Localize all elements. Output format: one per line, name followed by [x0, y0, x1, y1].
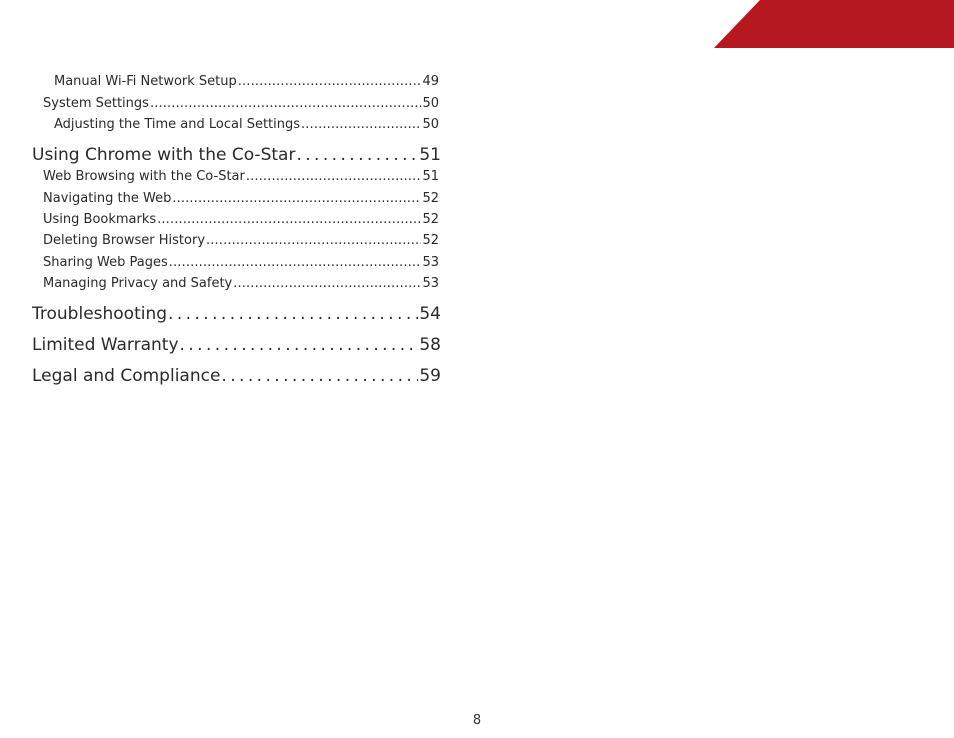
toc-chapter-label: Legal and Compliance [32, 366, 221, 386]
toc-entry-page: 52 [422, 212, 439, 227]
toc-chapter-entry[interactable] [32, 144, 441, 166]
toc-chapter-page: 51 [419, 145, 441, 165]
toc-entry-label: System Settings [43, 96, 149, 111]
toc-entry-label: Manual Wi-Fi Network Setup [54, 74, 237, 89]
toc-entry[interactable] [43, 191, 439, 207]
toc-entry-page: 50 [422, 96, 439, 111]
toc-entry-page: 52 [422, 233, 439, 248]
toc-entry-page: 52 [422, 191, 439, 206]
toc-chapter-label: Using Chrome with the Co-Star [32, 145, 296, 165]
toc-chapter-entry[interactable] [32, 334, 441, 356]
toc-entry-label: Adjusting the Time and Local Settings [54, 117, 301, 132]
toc-chapter-entry[interactable] [32, 365, 441, 387]
toc-entry-page: 50 [422, 117, 439, 132]
toc-entry-label: Deleting Browser History [43, 233, 206, 248]
toc-dot-leader [172, 191, 421, 207]
toc-entry-page: 53 [422, 276, 439, 291]
toc-chapter-entry[interactable] [32, 303, 441, 325]
toc-entry-label: Web Browsing with the Co-Star [43, 169, 245, 184]
toc-dot-leader [206, 233, 421, 249]
toc-entry[interactable] [43, 96, 439, 112]
toc-entry[interactable] [54, 74, 439, 90]
toc-entry-label: Using Bookmarks [43, 212, 157, 227]
toc-entry-page: 49 [422, 74, 439, 89]
toc-entry[interactable] [43, 233, 439, 249]
toc-entry[interactable] [43, 276, 439, 292]
toc-dot-leader [301, 117, 421, 133]
toc-dot-leader [233, 276, 421, 292]
toc-dot-leader [296, 144, 418, 166]
toc-entry-label: Sharing Web Pages [43, 255, 168, 270]
toc-dot-leader [150, 96, 422, 112]
toc-dot-leader [221, 365, 418, 387]
toc-entry[interactable] [43, 255, 439, 271]
toc-entry-label: Navigating the Web [43, 191, 172, 206]
toc-entry-page: 51 [422, 169, 439, 184]
page-number: 8 [472, 713, 482, 728]
toc-dot-leader [168, 303, 418, 325]
toc-entry-page: 53 [422, 255, 439, 270]
toc-chapter-page: 54 [419, 304, 441, 324]
toc-entry[interactable] [43, 212, 439, 228]
toc-dot-leader [157, 212, 421, 228]
toc-dot-leader [246, 169, 422, 185]
toc-dot-leader [180, 334, 419, 356]
toc-dot-leader [238, 74, 422, 90]
toc-dot-leader [169, 255, 422, 271]
toc-chapter-page: 59 [419, 366, 441, 386]
toc-chapter-label: Limited Warranty [32, 335, 179, 355]
toc-entry-label: Managing Privacy and Safety [43, 276, 233, 291]
toc-chapter-label: Troubleshooting [32, 304, 168, 324]
toc-entry[interactable] [54, 117, 439, 133]
toc-entry[interactable] [43, 169, 439, 185]
toc-chapter-page: 58 [419, 335, 441, 355]
